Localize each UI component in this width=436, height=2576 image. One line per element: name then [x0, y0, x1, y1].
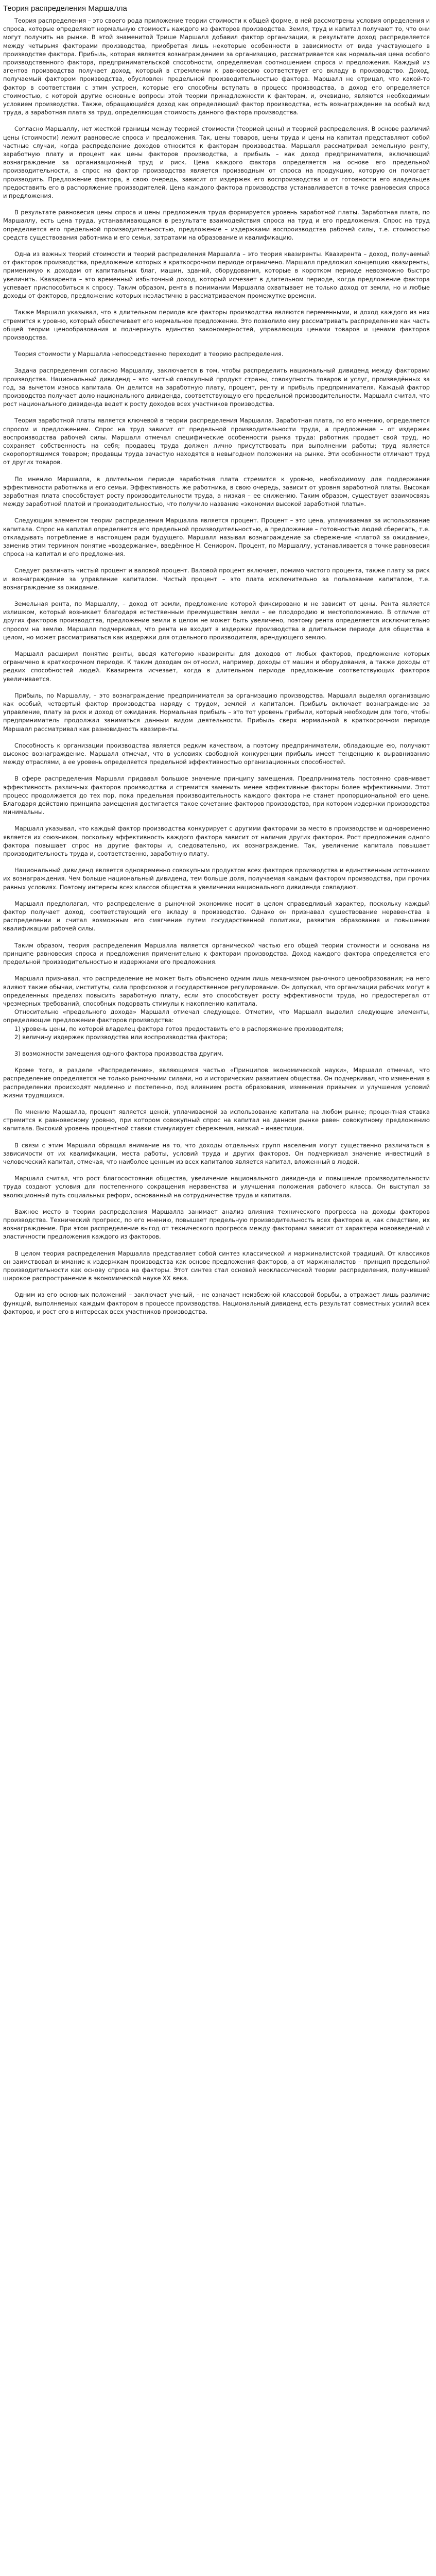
paragraph: 3) возможности замещения одного фактора производства другим.	[14, 1049, 224, 1057]
paragraph: Также Маршалл указывал, что в длительном периоде все факторы производства являются переменными, и доход каждого из них стремится к уровню, который обеспечивает его нормальное предложение. Это позволило ему рассматривать распределение как часть общей теории ценообразования и подчеркнуть единство закономерностей, управляющих ценами товаров и ценами факторов производства.	[3, 309, 430, 341]
paragraph: Теория заработной платы является ключевой в теории распределения Маршалла. Заработная плата, по его мнению, определяется спросом и предложением. Спрос на труд зависит от предельной производительности труда, а предложение – от издержек воспроизводства рабочей силы. Маршалл отмечал специфические особенности рынка труда: работник продает свой труд, но сохраняет собственность на себя; продавец труда должен лично присутствовать при выполнении работы; труд является скоропортящимся товаром; продавцы труда зачастую находятся в невыгодном положении на рынке. Эти особенности отличают труд от других товаров.	[3, 417, 430, 466]
paragraph: Земельная рента, по Маршаллу, – доход от земли, предложение которой фиксировано и не зависит от цены. Рента является излишком, который возникает благодаря естественным преимуществам земли – ее плодородию и местоположению. В отличие от других факторов производства, предложение земли в целом не может быть увеличено, поэтому рента определяется исключительно спросом на землю. Маршалл подчеркивал, что рента не входит в издержки производства в длительном периоде для общества в целом, но может рассматриваться как издержки для отдельного производителя, арендующего землю.	[3, 600, 430, 641]
paragraph: Маршалл считал, что рост благосостояния общества, увеличение национального дивиденда и повышение производительности труда создают условия для постепенного сокращения неравенства и улучшения положения рабочего класса. Он выступал за эволюционный путь социальных реформ, основанный на сотрудничестве труда и капитала.	[3, 1175, 430, 1199]
paragraph: 2) величину издержек производства или воспроизводства фактора;	[14, 1033, 228, 1041]
paragraph: В целом теория распределения Маршалла представляет собой синтез классической и маржиналистской традиций. От классиков он заимствовал внимание к издержкам производства как основе предложения факторов, а от маржиналистов – принцип предельной производительности как основу спроса на факторы. Этот синтез стал основой неоклассической теории распределения, получившей широкое распространение в экономической науке XX века.	[3, 1249, 430, 1282]
paragraph: Маршалл указывал, что каждый фактор производства конкурирует с другими факторами за место в производстве и одновременно является их союзником, поскольку эффективность каждого фактора зависит от наличия других факторов. Рост предложения одного фактора повышает спрос на другие факторы и, следовательно, их вознаграждение. Так, увеличение капитала повышает производительность труда и, соответственно, заработную плату.	[3, 825, 430, 858]
paragraph: Одним из его основных положений – заключает ученый, – не означает неизбежной классовой борьбы, а отражает лишь различие функций, выполняемых каждым фактором в процессе производства. Национальный дивиденд есть результат совместных усилий всех факторов, и рост его в интересах всех участников производства.	[3, 1291, 430, 1315]
paragraph: Национальный дивиденд является одновременно совокупным продуктом всех факторов производства и единственным источником их вознаграждения. Чем больше национальный дивиденд, тем больше доля, получаемая каждым фактором производства, при прочих равных условиях. Поэтому интересы всех классов общества в увеличении национального дивиденда совпадают.	[3, 867, 430, 891]
paragraph: В результате равновесия цены спроса и цены предложения труда формируется уровень заработной платы. Заработная плата, по Маршаллу, есть цена труда, устанавливающаяся в результате взаимодействия спроса на труд и его предложения. Спрос на труд определяется его предельной производительностью, предложение – издержками воспроизводства рабочей силы, т.е. стоимостью средств существования работника и его семьи, затратами на образование и квалификацию.	[3, 209, 430, 241]
paragraph: Теория распределения – это своего рода приложение теории стоимости к общей форме, в ней рассмотрены условия определения и спроса, которые определяют нормальную стоимость каждого из факторов производства. Земля, труд и капитал получают то, что они могут получить на рынке. В этой знаменитой Трише Маршалл добавил фактор организации, в результате доход распределяется между четырьмя факторами производства, приобретая лишь некоторые особенности в зависимости от вида участвующего в производстве фактора. Прибыль, которая является вознаграждением за организацию, рассматривается как нормальная цена особого производственного фактора, предпринимательской способности, определяемая соотношением спроса и предложения. Каждый из агентов производства получает доход, который в стремлении к равновесию соответствует его вкладу в производство. Доход, получаемый фактором производства, обусловлен предельной производительностью фактора. Маршалл не отрицал, что какой-то фактор в соответствии с этим устроен, которые его способны вступать в процесс производства, а доход его определяется стоимостью, с которой другие основные вопросы этой теории принадлежности к факторам, и, очевидно, являются необходимым условием производства. Также, обращающийся доход как определяющий фактор производства, есть вознаграждение за особый вид труда, а заработная плата за труд, определяющая стоимость данного фактора производства.	[3, 17, 430, 116]
paragraph: Одна из важных теорий стоимости и теорий распределения Маршалла – это теория квазиренты. Квазирента – доход, получаемый от факторов производства, предложение которых в краткосрочном периоде ограничено. Маршалл предложил концепцию квазиренты, применимую к доходам от капитальных благ, машин, зданий, оборудования, которые в коротком периоде невозможно быстро увеличить. Квазирента – это временный избыточный доход, который исчезает в длительном периоде, когда предложение фактора успевает приспособиться к спросу. Таким образом, рента в понимании Маршалла охватывает не только доход от земли, но и любые доходы от факторов, предложение которых неэластично в рассматриваемом промежутке времени.	[3, 250, 430, 300]
paragraph: В сфере распределения Маршалл придавал большое значение принципу замещения. Предприниматель постоянно сравнивает эффективность различных факторов производства и стремится заменить менее эффективные факторы более эффективными. Этот процесс продолжается до тех пор, пока предельная производительность каждого фактора не станет пропорциональной его цене. Благодаря действию принципа замещения достигается такое сочетание факторов производства, при котором издержки производства минимальны.	[3, 775, 430, 816]
paragraph: Способность к организации производства является редким качеством, а поэтому предприниматели, обладающие ею, получают высокое вознаграждение. Маршалл отмечал, что в условиях свободной конкуренции прибыль имеет тенденцию к выравниванию между отраслями, а ее уровень определяется предельной эффективностью организационных способностей.	[3, 741, 430, 766]
paragraph: Кроме того, в разделе «Распределение», являющемся частью «Принципов экономической науки», Маршалл отмечал, что распределение определяется не только рыночными силами, но и историческим развитием общества. Он подчеркивал, что изменения в распределении происходят медленно и постепенно, под влиянием роста образования, изменения привычек и улучшения условий жизни трудящихся.	[3, 1066, 430, 1099]
paragraph: Важное место в теории распределения Маршалла занимает анализ влияния технического прогресса на доходы факторов производства. Технический прогресс, по его мнению, повышает предельную производительность всех факторов и, как следствие, их вознаграждение. При этом распределение выгод от технического прогресса между факторами зависит от характера нововведений и эластичности предложения каждого из факторов.	[3, 1208, 430, 1241]
paragraph: Маршалл признавал, что распределение не может быть объяснено одним лишь механизмом рыночного ценообразования; на него влияют также обычаи, институты, сила профсоюзов и государственное регулирование. Он допускал, что организации рабочих могут в определенных пределах повысить заработную плату, если это способствует росту эффективности труда, но предостерегал от чрезмерных требований, способных подорвать стимулы к накоплению капитала.	[3, 975, 430, 1007]
paragraph: Согласно Маршаллу, нет жесткой границы между теорией стоимости (теорией цены) и теорией распределения. В основе различий цены (стоимости) лежит равновесие спроса и предложения. Так, цены товаров, цены труда и цены на капитал представляют собой частные случаи, когда распределение доходов относится к факторам производства. Маршалл рассматривал земельную ренту, заработную плату и процент как цены факторов производства, а прибыль – как доход предпринимателя, включающий вознаграждение за организационный труд и риск. Цена каждого фактора определяется на основе его предельной производительности, а спрос на фактор производства является производным от спроса на продукцию, которую он помогает производить. Предложение фактора, в свою очередь, зависит от издержек его воспроизводства и от готовности его владельцев предоставить его в распоряжение производителей. Цена каждого фактора производства устанавливается в точке равновесия спроса и предложения.	[3, 125, 430, 200]
paragraph: По мнению Маршалла, в длительном периоде заработная плата стремится к уровню, необходимому для поддержания эффективности работника и его семьи. Эффективность же работника, в свою очередь, зависит от уровня заработной платы. Высокая заработная плата способствует росту производительности труда, а низкая – ее снижению. Таким образом, существует взаимосвязь между заработной платой и производительностью, что получило название «экономии высокой заработной платы».	[3, 475, 430, 508]
paragraph: Теория стоимости у Маршалла непосредственно переходит в теорию распределения.	[14, 350, 284, 358]
paragraph: Таким образом, теория распределения Маршалла является органической частью его общей теории стоимости и основана на принципе равновесия спроса и предложения применительно к факторам производства. Доход каждого фактора определяется его предельной производительностью и издержками его предложения.	[3, 941, 430, 966]
paragraph: Маршалл расширил понятие ренты, введя категорию квазиренты для доходов от любых факторов, предложение которых ограничено в краткосрочном периоде. К таким доходам он относил, например, доходы от машин и оборудования, а также доходы от редких способностей людей. Квазирента исчезает, когда в длительном периоде предложение соответствующих факторов увеличивается.	[3, 650, 430, 683]
paragraph: Прибыль, по Маршаллу, – это вознаграждение предпринимателя за организацию производства. Маршалл выделял организацию как особый, четвертый фактор производства наряду с трудом, землей и капиталом. Прибыль включает вознаграждение за управление, плату за риск и доход от ожидания. Нормальная прибыль – это тот уровень прибыли, который необходим для того, чтобы предприниматель продолжал заниматься данным видом деятельности. Прибыль сверх нормальной в краткосрочном периоде Маршалл рассматривал как разновидность квазиренты.	[3, 691, 430, 733]
paragraph: Маршалл предполагал, что распределение в рыночной экономике носит в целом справедливый характер, поскольку каждый фактор получает доход, соответствующий его вкладу в производство. Однако он признавал существование неравенства в распределении и считал возможным его смягчение путем государственной политики, развития образования и повышения квалификации рабочей силы.	[3, 900, 430, 933]
article-body	[3, 16, 430, 1316]
document-title: Теория распределения Маршалла	[3, 4, 127, 13]
paragraph: Следующим элементом теории распределения Маршалла является процент. Процент – это цена, уплачиваемая за использование капитала. Спрос на капитал определяется его предельной производительностью, а предложение – готовностью людей сберегать, т.е. откладывать потребление в настоящем ради будущего. Маршалл называл вознаграждение за сбережение «платой за ожидание», заменив этим термином понятие «воздержание», введённое Н. Сениором. Процент, по Маршаллу, устанавливается в точке равновесия спроса на капитал и его предложения.	[3, 517, 430, 558]
paragraph: Относительно «предельного дохода» Маршалл отмечал следующее. Отметим, что Маршалл выделил следующие элементы, определяющие предложение факторов производства:	[3, 1008, 430, 1024]
paragraph: В связи с этим Маршалл обращал внимание на то, что доходы отдельных групп населения могут существенно различаться в зависимости от их квалификации, места работы, условий труда и других факторов. Он подчеркивал значение инвестиций в человеческий капитал, отмечая, что наиболее ценным из всех капиталов является капитал, вложенный в людей.	[3, 1141, 430, 1165]
paragraph: По мнению Маршалла, процент является ценой, уплачиваемой за использование капитала на любом рынке; процентная ставка стремится к равновесному уровню, при котором совокупный спрос на капитал на данном рынке равен совокупному предложению капитала. Высокий уровень процентной ставки стимулирует сбережения, низкий – инвестиции.	[3, 1108, 430, 1132]
paragraph: 1) уровень цены, по которой владелец фактора готов предоставить его в распоряжение производителя;	[14, 1025, 344, 1032]
paragraph: Следует различать чистый процент и валовой процент. Валовой процент включает, помимо чистого процента, также плату за риск и вознаграждение за управление капиталом. Чистый процент – это плата исключительно за пользование капиталом, т.е. вознаграждение за ожидание.	[3, 567, 430, 591]
paragraph: Задача распределения согласно Маршаллу, заключается в том, чтобы распределить национальный дивиденд между факторами производства. Национальный дивиденд – это чистый совокупный продукт страны, совокупность товаров и услуг, произведённых за год, за вычетом износа капитала. Он делится на заработную плату, процент, ренту и прибыль предпринимателя. Каждый фактор производства получает долю национального дивиденда, соответствующую его предельной производительности. Маршалл считал, что рост национального дивиденда ведет к росту доходов всех участников производства.	[3, 367, 430, 408]
